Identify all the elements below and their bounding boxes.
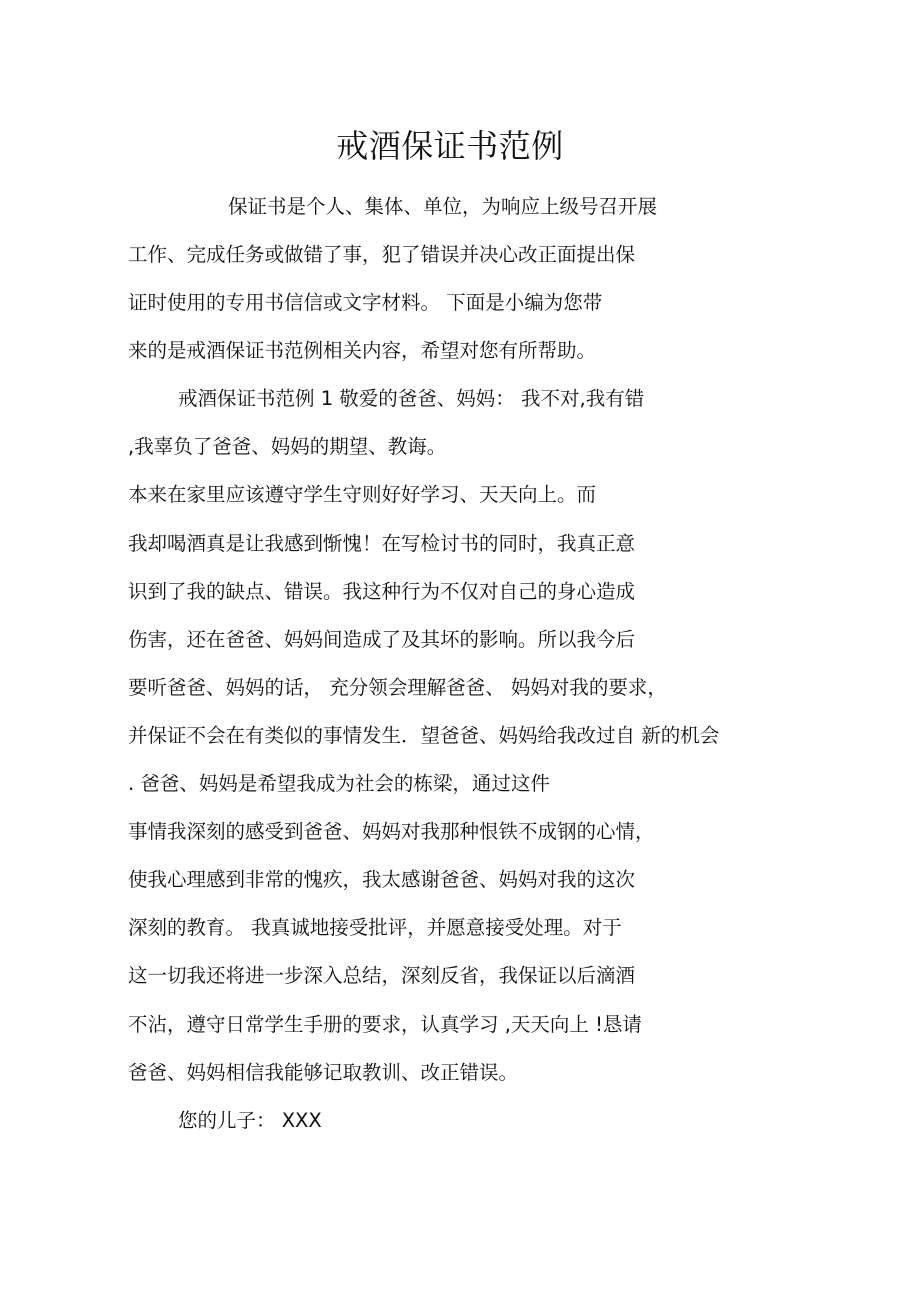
- document-title: 戒酒保证书范例: [336, 127, 564, 165]
- text-line: 识到了我的缺点、错误。我这种行为不仅对自己的身心造成: [128, 580, 636, 603]
- text-line: 戒酒保证书范例 1 敬爱的爸爸、妈妈： 我不对,我有错: [178, 387, 645, 410]
- text-line: 并保证不会在有类似的事情发生．望爸爸、妈妈给我改过自 新的机会: [128, 724, 720, 747]
- text-line: 事情我深刻的感受到爸爸、妈妈对我那种恨铁不成钢的心情，: [128, 820, 655, 843]
- text-line: 这一切我还将进一步深入总结，深刻反省，我保证以后滴酒: [128, 964, 636, 987]
- text-line: . 爸爸、妈妈是希望我成为社会的栋梁，通过这件: [128, 772, 550, 795]
- text-line: 使我心理感到非常的愧疚，我太感谢爸爸、妈妈对我的这次: [128, 868, 636, 891]
- text-line: 来的是戒酒保证书范例相关内容，希望对您有所帮助。: [128, 339, 597, 362]
- text-line: 保证书是个人、集体、单位，为响应上级号召开展: [228, 195, 658, 218]
- text-line: ,我辜负了爸爸、妈妈的期望、教诲。: [128, 435, 447, 458]
- text-line: 深刻的教育。 我真诚地接受批评，并愿意接受处理。对于: [128, 916, 622, 939]
- text-line: 不沾，遵守日常学生手册的要求，认真学习 ,天天向上 !恳请: [128, 1013, 642, 1036]
- text-line: 要听爸爸、妈妈的话， 充分领会理解爸爸、 妈妈对我的要求，: [128, 676, 667, 699]
- text-line: 本来在家里应该遵守学生守则好好学习、天天向上。而: [128, 483, 597, 506]
- text-line: 工作、完成任务或做错了事，犯了错误并决心改正面提出保: [128, 243, 636, 266]
- text-line: 证时使用的专用书信信或文字材料。 下面是小编为您带: [128, 291, 603, 314]
- text-line: 爸爸、妈妈相信我能够记取教训、改正错误。: [128, 1061, 519, 1084]
- text-line: 伤害，还在爸爸、妈妈间造成了及其坏的影响。所以我今后: [128, 628, 636, 651]
- text-line: 我却喝酒真是让我感到惭愧！在写检讨书的同时，我真正意: [128, 532, 636, 555]
- signature-line: 您的儿子： XXX: [178, 1109, 322, 1132]
